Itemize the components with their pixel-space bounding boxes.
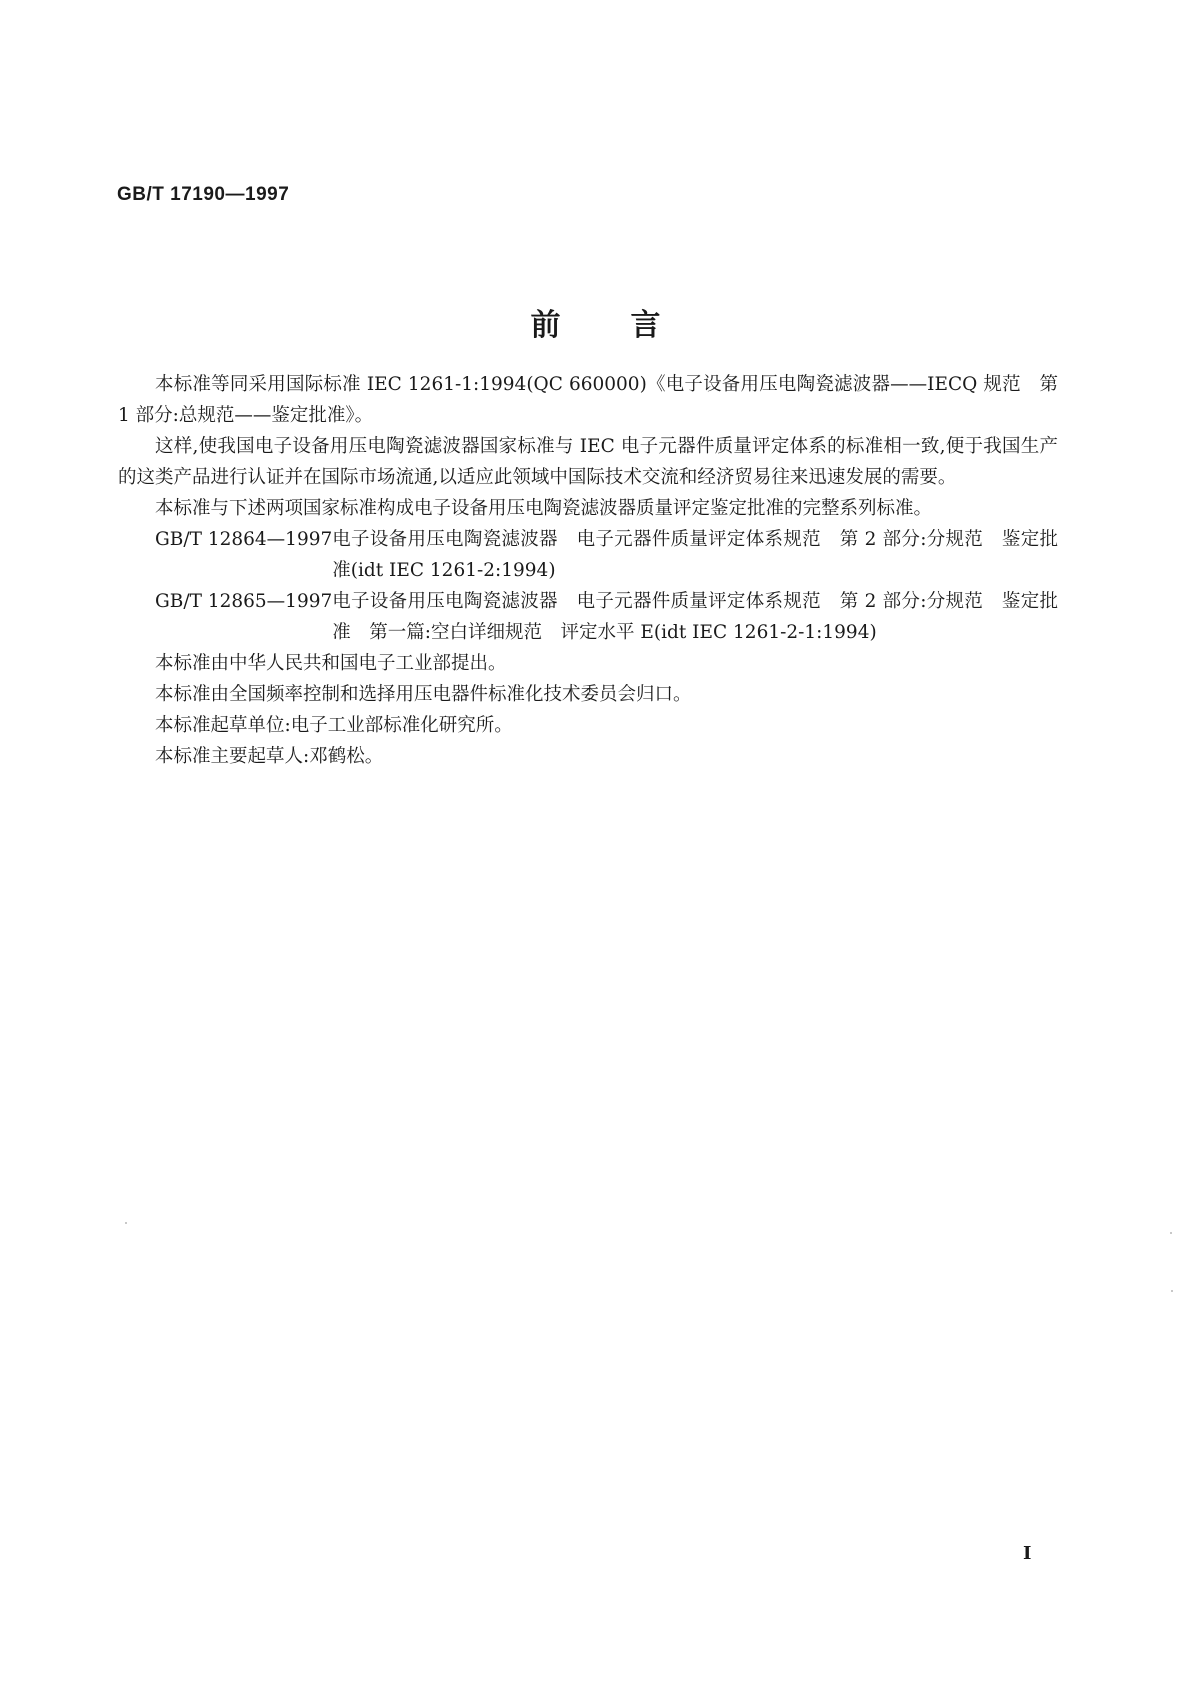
paragraph-purpose: 这样,使我国电子设备用压电陶瓷滤波器国家标准与 IEC 电子元器件质量评定体系的标准相一致,便于我国生产的这类产品进行认证并在国际市场流通,以适应此领域中国际技术交流和经济贸易往来迅速发展的需要。: [118, 436, 1058, 488]
paragraph-series: 本标准与下述两项国家标准构成电子设备用压电陶瓷滤波器质量评定鉴定批准的完整系列标准。: [155, 498, 933, 519]
page-number: Ⅰ: [1023, 1543, 1032, 1564]
reference-item: [118, 524, 1058, 586]
scan-speck: [1170, 1232, 1172, 1234]
paragraph-drafting-unit: 本标准起草单位:电子工业部标准化研究所。: [155, 715, 513, 736]
reference-code: GB/T 12865—1997: [155, 591, 333, 612]
scan-speck: [1171, 1290, 1173, 1292]
reference-code: GB/T 12864—1997: [155, 529, 333, 550]
reference-item: [118, 586, 1058, 648]
scan-speck: [125, 1222, 127, 1224]
reference-title: 电子设备用压电陶瓷滤波器 电子元器件质量评定体系规范 第 2 部分:分规范 鉴定批准 第一篇:空白详细规范 评定水平 E(idt IEC 1261-2-1:1994): [332, 591, 1058, 643]
paragraph-proposer: 本标准由中华人民共和国电子工业部提出。: [155, 653, 507, 674]
page-title: 前言: [530, 308, 731, 343]
paragraph-drafter: 本标准主要起草人:邓鹤松。: [155, 746, 384, 767]
document-body: [118, 369, 1058, 772]
standard-number: GB/T 17190—1997: [117, 184, 290, 205]
paragraph-adoption: 本标准等同采用国际标准 IEC 1261-1:1994(QC 660000)《电子设备用压电陶瓷滤波器——IECQ 规范 第 1 部分:总规范——鉴定批准》。: [118, 374, 1058, 426]
reference-title: 电子设备用压电陶瓷滤波器 电子元器件质量评定体系规范 第 2 部分:分规范 鉴定批准(idt IEC 1261-2:1994): [332, 529, 1058, 581]
paragraph-committee: 本标准由全国频率控制和选择用压电器件标准化技术委员会归口。: [155, 684, 692, 705]
